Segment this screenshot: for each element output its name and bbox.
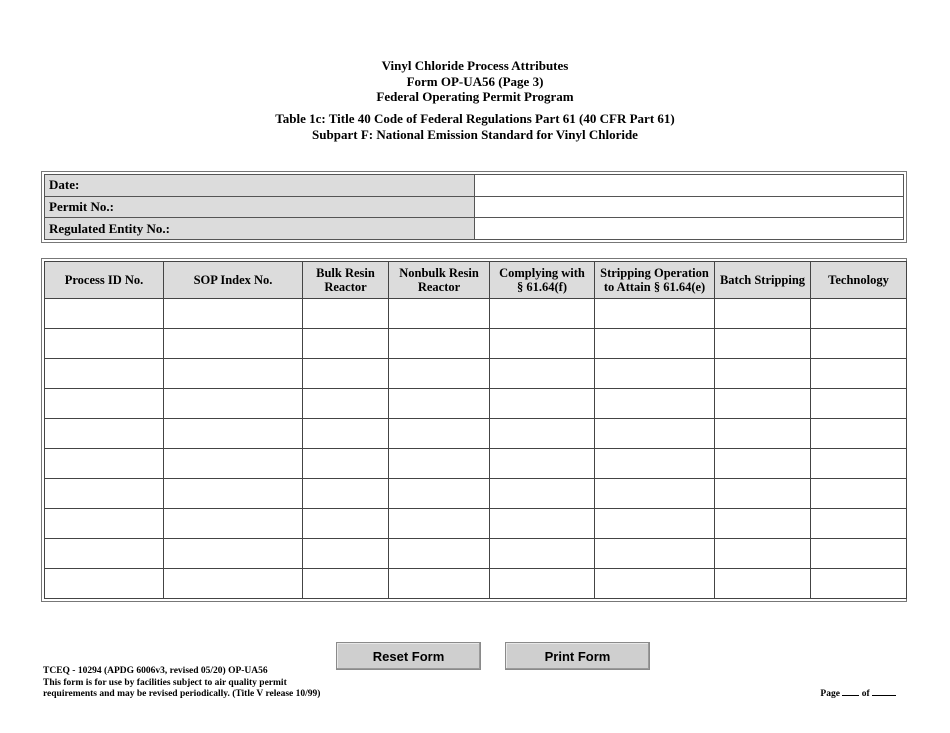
- permit-field[interactable]: [475, 197, 903, 218]
- subpart-title: Subpart F: National Emission Standard for Vinyl Chloride: [312, 126, 638, 142]
- permit-row: [45, 197, 903, 219]
- col-bulk-resin-reactor: Bulk Resin Reactor: [303, 262, 389, 299]
- date-label: Date:: [45, 175, 475, 196]
- table-cell-input[interactable]: [303, 479, 389, 509]
- table-cell-input[interactable]: [811, 419, 907, 449]
- col-complying-with: Complying with § 61.64(f): [490, 262, 595, 299]
- col-stripping-operation: Stripping Operation to Attain § 61.64(e): [595, 262, 715, 299]
- table-cell-input[interactable]: [389, 569, 490, 599]
- table-cell-input[interactable]: [595, 539, 715, 569]
- table-cell-input[interactable]: [164, 299, 303, 329]
- table-cell-input[interactable]: [164, 449, 303, 479]
- table-cell-input[interactable]: [45, 449, 164, 479]
- table-cell-input[interactable]: [595, 419, 715, 449]
- table-cell-input[interactable]: [45, 569, 164, 599]
- table-cell-input[interactable]: [811, 569, 907, 599]
- table-cell-input[interactable]: [164, 419, 303, 449]
- table-row: [45, 299, 907, 329]
- table-cell-input[interactable]: [490, 509, 595, 539]
- table-cell-input[interactable]: [811, 299, 907, 329]
- table-cell-input[interactable]: [303, 359, 389, 389]
- table-cell-input[interactable]: [595, 389, 715, 419]
- table-cell-input[interactable]: [811, 329, 907, 359]
- table-cell-input[interactable]: [811, 449, 907, 479]
- table-cell-input[interactable]: [303, 299, 389, 329]
- table-cell-input[interactable]: [389, 389, 490, 419]
- table-cell-input[interactable]: [490, 449, 595, 479]
- table-cell-input[interactable]: [389, 479, 490, 509]
- table-cell-input[interactable]: [595, 449, 715, 479]
- reset-form-button[interactable]: Reset Form: [336, 642, 481, 670]
- footer-revision: requirements and may be revised periodically. (Title V release 10/99): [43, 689, 321, 699]
- col-process-id: Process ID No.: [45, 262, 164, 299]
- table-row: [45, 389, 907, 419]
- table-cell-input[interactable]: [490, 539, 595, 569]
- print-form-button[interactable]: Print Form: [505, 642, 650, 670]
- footer-form-id: TCEQ - 10294 (APDG 6006v3, revised 05/20) OP-UA56: [43, 666, 268, 676]
- table-cell-input[interactable]: [45, 539, 164, 569]
- table-cell-input[interactable]: [811, 479, 907, 509]
- table-cell-input[interactable]: [45, 479, 164, 509]
- table-cell-input[interactable]: [303, 569, 389, 599]
- table-cell-input[interactable]: [490, 419, 595, 449]
- table-cell-input[interactable]: [45, 389, 164, 419]
- table-cell-input[interactable]: [715, 359, 811, 389]
- table-cell-input[interactable]: [715, 299, 811, 329]
- table-cell-input[interactable]: [303, 389, 389, 419]
- col-technology: Technology: [811, 262, 907, 299]
- table-cell-input[interactable]: [715, 479, 811, 509]
- table-cell-input[interactable]: [164, 539, 303, 569]
- col-sop-index: SOP Index No.: [164, 262, 303, 299]
- form-title-block: [0, 58, 950, 105]
- table-row: [45, 359, 907, 389]
- table-cell-input[interactable]: [811, 539, 907, 569]
- table-row: [45, 539, 907, 569]
- footer-usage: This form is for use by facilities subject to air quality permit: [43, 677, 287, 688]
- table-cell-input[interactable]: [389, 299, 490, 329]
- table-cell-input[interactable]: [811, 389, 907, 419]
- table-cell-input[interactable]: [389, 359, 490, 389]
- table-cell-input[interactable]: [715, 419, 811, 449]
- date-row: [45, 175, 903, 197]
- table-cell-input[interactable]: [389, 329, 490, 359]
- table-cell-input[interactable]: [595, 569, 715, 599]
- table-cell-input[interactable]: [490, 479, 595, 509]
- page-label: Page: [820, 689, 840, 699]
- table-cell-input[interactable]: [811, 359, 907, 389]
- table-cell-input[interactable]: [303, 419, 389, 449]
- of-label: of: [861, 689, 870, 699]
- attributes-table-frame: [41, 258, 907, 602]
- table-cell-input[interactable]: [595, 299, 715, 329]
- table-cell-input[interactable]: [490, 389, 595, 419]
- table-cell-input[interactable]: [715, 569, 811, 599]
- table-cell-input[interactable]: [45, 509, 164, 539]
- table-row: [45, 509, 907, 539]
- table-cell-input[interactable]: [164, 389, 303, 419]
- table-row: [45, 479, 907, 509]
- table-cell-input[interactable]: [164, 569, 303, 599]
- table-cell-input[interactable]: [490, 299, 595, 329]
- table-cell-input[interactable]: [595, 359, 715, 389]
- permit-label: Permit No.:: [45, 197, 475, 218]
- table-cell-input[interactable]: [595, 329, 715, 359]
- table-row: [45, 329, 907, 359]
- table-cell-input[interactable]: [490, 359, 595, 389]
- table-cell-input[interactable]: [389, 509, 490, 539]
- col-batch-stripping: Batch Stripping: [715, 262, 811, 299]
- table-row: [45, 419, 907, 449]
- info-table: [41, 171, 907, 243]
- table-cell-input[interactable]: [715, 509, 811, 539]
- regulated-entity-row: [45, 218, 903, 239]
- table-cell-input[interactable]: [715, 449, 811, 479]
- table-title-block: [0, 111, 950, 142]
- table-cell-input[interactable]: [164, 479, 303, 509]
- table-cell-input[interactable]: [45, 419, 164, 449]
- table-cell-input[interactable]: [303, 449, 389, 479]
- table-row: [45, 449, 907, 479]
- regulated-entity-label: Regulated Entity No.:: [45, 218, 475, 239]
- regulated-entity-field[interactable]: [475, 218, 903, 239]
- table-cell-input[interactable]: [715, 539, 811, 569]
- table-cell-input[interactable]: [389, 449, 490, 479]
- table-cell-input[interactable]: [490, 329, 595, 359]
- table-cell-input[interactable]: [45, 359, 164, 389]
- form-number: Form OP-UA56 (Page 3): [406, 73, 544, 89]
- footer-note: [43, 666, 320, 701]
- table-cell-input[interactable]: [389, 539, 490, 569]
- table-cell-input[interactable]: [490, 569, 595, 599]
- form-title: Vinyl Chloride Process Attributes: [381, 58, 569, 73]
- header-row: [45, 262, 907, 299]
- table-cell-input[interactable]: [595, 479, 715, 509]
- table-cell-input[interactable]: [715, 389, 811, 419]
- attributes-table: [44, 261, 907, 599]
- col-nonbulk-resin-reactor: Nonbulk Resin Reactor: [389, 262, 490, 299]
- date-field[interactable]: [475, 175, 903, 196]
- table-cell-input[interactable]: [389, 419, 490, 449]
- table-cell-input[interactable]: [811, 509, 907, 539]
- page-number: [820, 687, 896, 699]
- table-cell-input[interactable]: [595, 509, 715, 539]
- table-row: [45, 569, 907, 599]
- table-cell-input[interactable]: [164, 359, 303, 389]
- table-cell-input[interactable]: [45, 299, 164, 329]
- table-cell-input[interactable]: [303, 509, 389, 539]
- table-cell-input[interactable]: [303, 329, 389, 359]
- table-title: Table 1c: Title 40 Code of Federal Regulations Part 61 (40 CFR Part 61): [275, 111, 675, 126]
- table-cell-input[interactable]: [45, 329, 164, 359]
- table-cell-input[interactable]: [303, 539, 389, 569]
- table-cell-input[interactable]: [164, 509, 303, 539]
- table-cell-input[interactable]: [715, 329, 811, 359]
- table-cell-input[interactable]: [164, 329, 303, 359]
- page-total-field[interactable]: [872, 687, 896, 696]
- page-number-field[interactable]: [842, 687, 859, 696]
- program-name: Federal Operating Permit Program: [376, 89, 574, 104]
